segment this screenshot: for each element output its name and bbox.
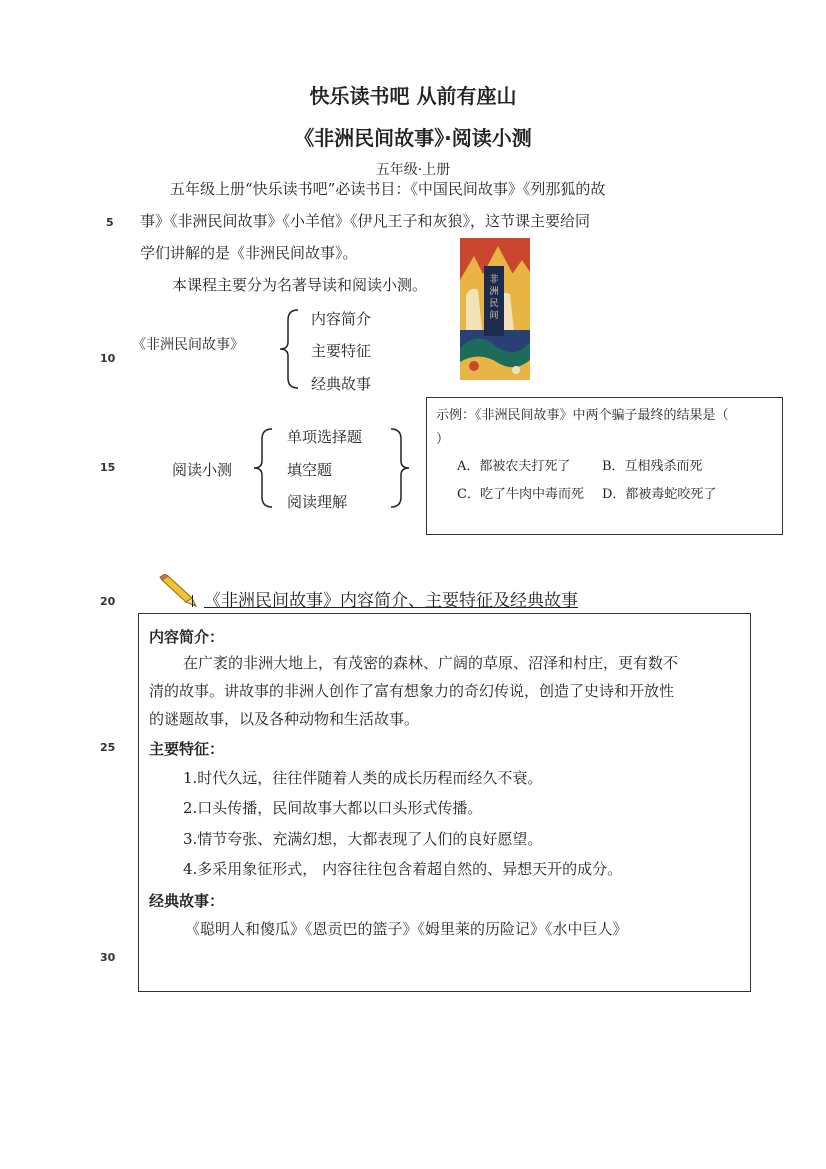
diagram2-item: 填空题 (287, 461, 333, 479)
brace-right-icon (387, 427, 411, 509)
intro-heading: 内容简介： (149, 628, 225, 646)
intro-line: 本课程主要分为名著导读和阅读小测。 (172, 276, 428, 294)
grade-label: 五年级·上册 (375, 162, 451, 178)
brace-icon (252, 427, 276, 509)
page-subtitle: 《非洲民间故事》·阅读小测 (294, 126, 532, 150)
example-question: 示例：《非洲民间故事》中两个骗子最终的结果是（ (436, 408, 729, 423)
line-number: 15 (100, 461, 116, 474)
option-b: B．互相残杀而死 (602, 459, 703, 474)
example-question-end: ） (436, 432, 450, 447)
line-number: 20 (100, 595, 116, 608)
intro-line: 学们讲解的是《非洲民间故事》。 (140, 244, 358, 262)
example-box (426, 397, 783, 535)
line-number: 5 (106, 216, 114, 229)
page-title: 快乐读书吧 从前有座山 (309, 84, 517, 108)
classics-heading: 经典故事： (149, 892, 225, 910)
content-line: 的谜题故事，以及各种动物和生活故事。 (149, 710, 420, 728)
option-a: A．都被农夫打死了 (457, 459, 571, 474)
feature-item: 1.时代久远，往往伴随着人类的成长历程而经久不衰。 (183, 769, 543, 787)
line-number: 10 (100, 352, 116, 365)
intro-line: 事》《非洲民间故事》《小羊倌》《伊凡王子和灰狼》，这节课主要给同 (140, 212, 591, 230)
diagram2-item: 阅读理解 (287, 493, 348, 511)
content-line: 清的故事。讲故事的非洲人创作了富有想象力的奇幻传说，创造了史诗和开放性 (149, 682, 675, 700)
section-title: 《非洲民间故事》内容简介、主要特征及经典故事 (204, 591, 578, 611)
svg-text:非: 非 (489, 275, 499, 285)
brace-icon (278, 308, 302, 390)
diagram1-item: 主要特征 (311, 342, 372, 360)
diagram2-item: 单项选择题 (287, 428, 363, 446)
features-heading: 主要特征： (149, 740, 225, 758)
feature-item: 2.口头传播，民间故事大都以口头形式传播。 (183, 799, 483, 817)
feature-item: 3.情节夸张、充满幻想，大都表现了人们的良好愿望。 (183, 830, 543, 848)
line-number: 25 (100, 741, 116, 754)
diagram1-item: 内容简介 (311, 310, 372, 328)
svg-text:洲: 洲 (489, 287, 499, 297)
option-c: C．吃了牛肉中毒而死 (457, 487, 584, 502)
line-number: 30 (100, 951, 116, 964)
option-d: D．都被毒蛇咬死了 (602, 487, 717, 502)
content-line: 在广袤的非洲大地上，有茂密的森林、广阔的草原、沼泽和村庄，更有数不 (183, 654, 679, 672)
content-box (138, 613, 751, 992)
svg-text:间: 间 (489, 311, 499, 321)
feature-item: 4.多采用象征形式， 内容往往包含着超自然的、异想天开的成分。 (183, 860, 623, 878)
diagram2-root: 阅读小测 (172, 461, 233, 479)
classics-list: 《聪明人和傻瓜》《恩贡巴的篮子》《姆里莱的历险记》《水中巨人》 (185, 920, 628, 938)
cursor-mark (192, 595, 193, 607)
intro-line: 五年级上册“快乐读书吧”必读书目：《中国民间故事》《列那狐的故 (170, 180, 606, 198)
svg-text:民: 民 (489, 299, 499, 309)
book-cover-image (460, 238, 530, 380)
diagram1-root: 《非洲民间故事》 (132, 337, 244, 353)
diagram1-item: 经典故事 (311, 375, 372, 393)
